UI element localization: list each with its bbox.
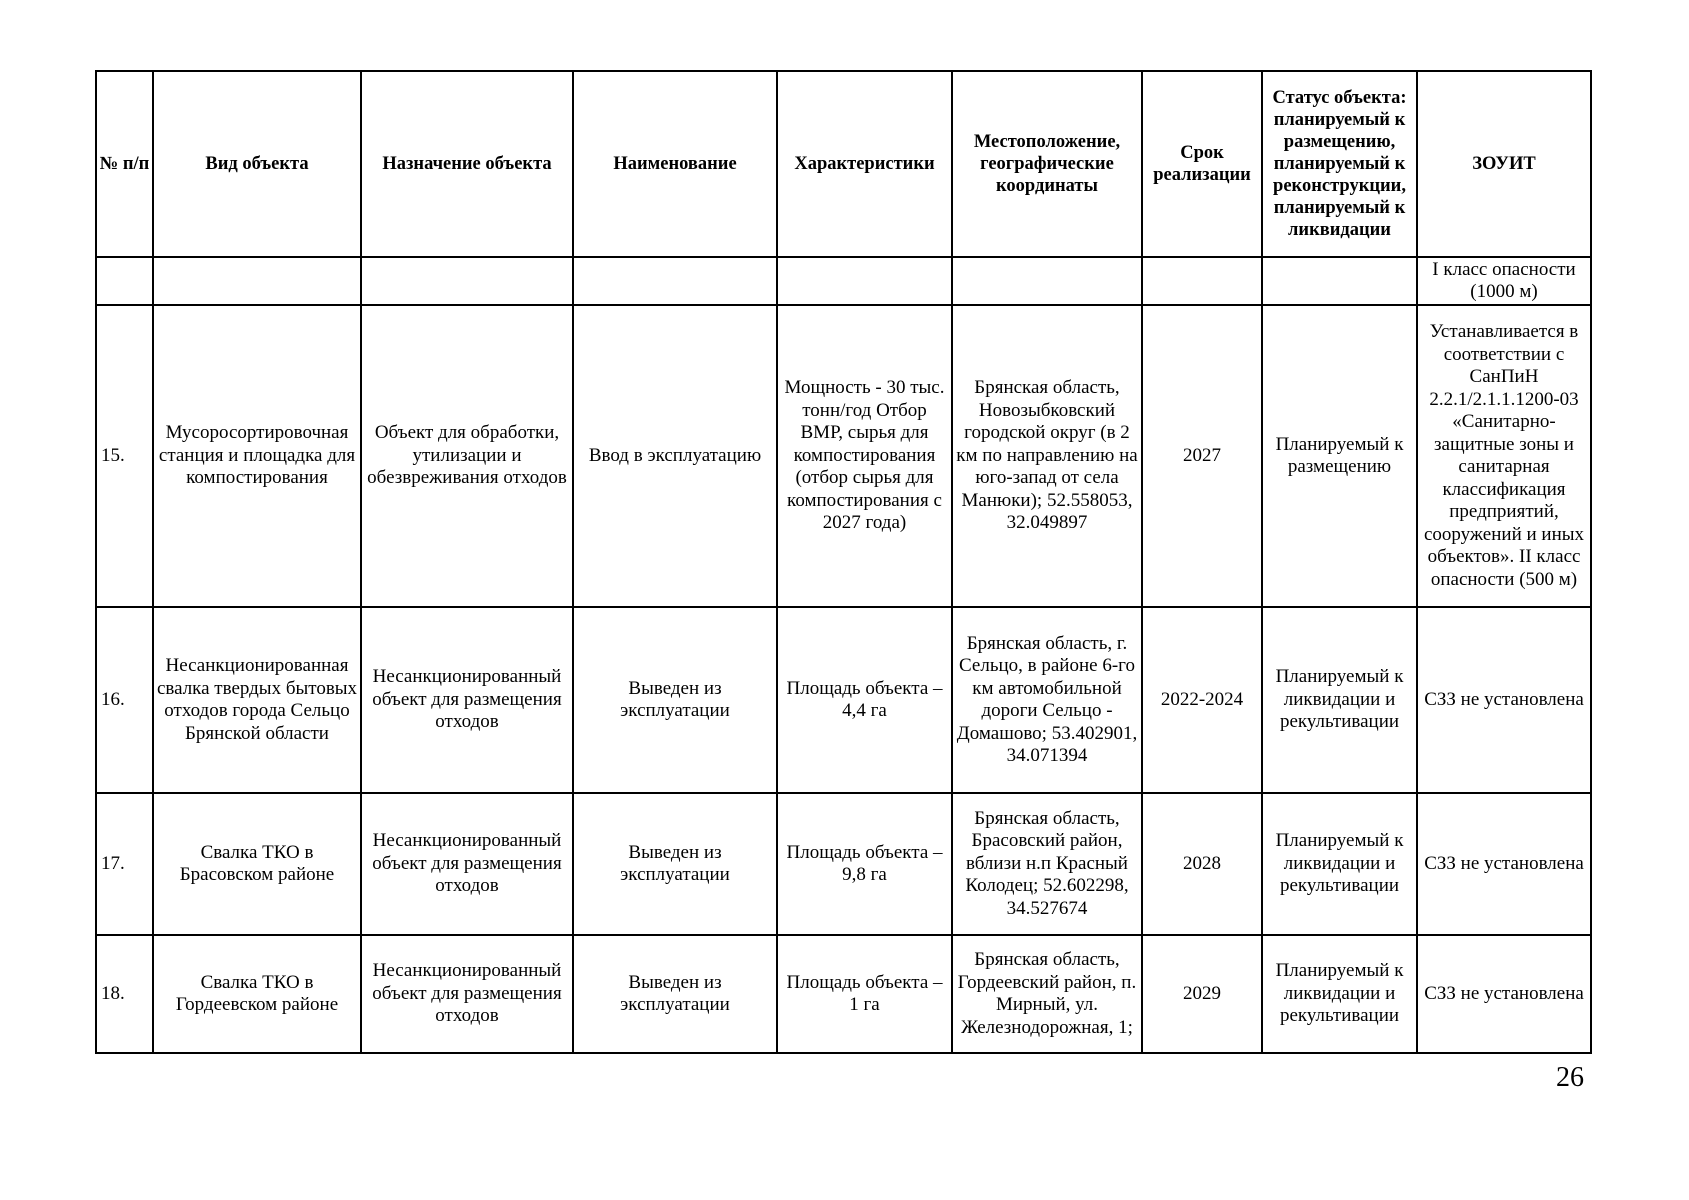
cell-status: Планируемый к ликвидации и рекультивации <box>1262 607 1417 793</box>
cell-name: Ввод в эксплуатацию <box>573 305 777 607</box>
cell-purpose: Объект для обработки, утилизации и обезвреживания отходов <box>361 305 573 607</box>
table-row <box>96 935 1591 1053</box>
cell-purpose: Несанкционированный объект для размещения отходов <box>361 607 573 793</box>
cell-location: Брянская область, Гордеевский район, п. Мирный, ул. Железнодорожная, 1; <box>952 935 1142 1053</box>
cell-name: Выведен из эксплуатации <box>573 607 777 793</box>
cell-type: Несанкционированная свалка твердых бытовых отходов города Сельцо Брянской области <box>153 607 361 793</box>
cell-term: 2027 <box>1142 305 1262 607</box>
table-row <box>96 607 1591 793</box>
cell-term: 2029 <box>1142 935 1262 1053</box>
table-row <box>96 305 1591 607</box>
cell-characteristics: Площадь объекта – 9,8 га <box>777 793 952 935</box>
cell-empty <box>153 257 361 305</box>
cell-empty <box>361 257 573 305</box>
cell-zouit: СЗЗ не установлена <box>1417 793 1591 935</box>
cell-empty <box>952 257 1142 305</box>
objects-table <box>95 70 1592 1054</box>
cell-characteristics: Мощность - 30 тыс. тонн/год Отбор ВМР, сырья для компостирования (отбор сырья для компостирования с 2027 года) <box>777 305 952 607</box>
header-num: № п/п <box>96 71 153 257</box>
cell-empty <box>96 257 153 305</box>
header-zouit: ЗОУИТ <box>1417 71 1591 257</box>
header-characteristics: Характеристики <box>777 71 952 257</box>
cell-status: Планируемый к размещению <box>1262 305 1417 607</box>
cell-location: Брянская область, г. Сельцо, в районе 6-го км автомобильной дороги Сельцо - Домашово; 53.402901, 34.071394 <box>952 607 1142 793</box>
header-term: Срок реализации <box>1142 71 1262 257</box>
cell-status: Планируемый к ликвидации и рекультивации <box>1262 935 1417 1053</box>
cell-zouit: Устанавливается в соответствии с СанПиН 2.2.1/2.1.1.1200-03 «Санитарно-защитные зоны и санитарная классификация предприятий, сооружений и иных объектов». II класс опасности (500 м) <box>1417 305 1591 607</box>
cell-empty <box>1262 257 1417 305</box>
cell-empty <box>1142 257 1262 305</box>
cell-num: 15. <box>96 305 153 607</box>
cell-term: 2022-2024 <box>1142 607 1262 793</box>
table-row <box>96 793 1591 935</box>
header-name: Наименование <box>573 71 777 257</box>
header-type: Вид объекта <box>153 71 361 257</box>
cell-location: Брянская область, Новозыбковский городской округ (в 2 км по направлению на юго-запад от села Манюки); 52.558053, 32.049897 <box>952 305 1142 607</box>
cell-num: 16. <box>96 607 153 793</box>
header-location: Местоположение, географические координаты <box>952 71 1142 257</box>
cell-empty <box>573 257 777 305</box>
header-purpose: Назначение объекта <box>361 71 573 257</box>
cell-purpose: Несанкционированный объект для размещения отходов <box>361 793 573 935</box>
page-number: 26 <box>1556 1062 1584 1093</box>
cell-zouit: I класс опасности (1000 м) <box>1417 257 1591 305</box>
cell-purpose: Несанкционированный объект для размещения отходов <box>361 935 573 1053</box>
cell-type: Свалка ТКО в Брасовском районе <box>153 793 361 935</box>
cell-name: Выведен из эксплуатации <box>573 935 777 1053</box>
cell-name: Выведен из эксплуатации <box>573 793 777 935</box>
header-status: Статус объекта: планируемый к размещению, планируемый к реконструкции, планируемый к ликвидации <box>1262 71 1417 257</box>
cell-location: Брянская область, Брасовский район, вблизи н.п Красный Колодец; 52.602298, 34.527674 <box>952 793 1142 935</box>
cell-type: Свалка ТКО в Гордеевском районе <box>153 935 361 1053</box>
cell-zouit: СЗЗ не установлена <box>1417 935 1591 1053</box>
cell-type: Мусоросортировочная станция и площадка для компостирования <box>153 305 361 607</box>
continuation-row <box>96 257 1591 305</box>
cell-zouit: СЗЗ не установлена <box>1417 607 1591 793</box>
cell-characteristics: Площадь объекта – 1 га <box>777 935 952 1053</box>
cell-empty <box>777 257 952 305</box>
cell-term: 2028 <box>1142 793 1262 935</box>
table-header-row <box>96 71 1591 257</box>
cell-num: 17. <box>96 793 153 935</box>
cell-status: Планируемый к ликвидации и рекультивации <box>1262 793 1417 935</box>
cell-characteristics: Площадь объекта – 4,4 га <box>777 607 952 793</box>
cell-num: 18. <box>96 935 153 1053</box>
